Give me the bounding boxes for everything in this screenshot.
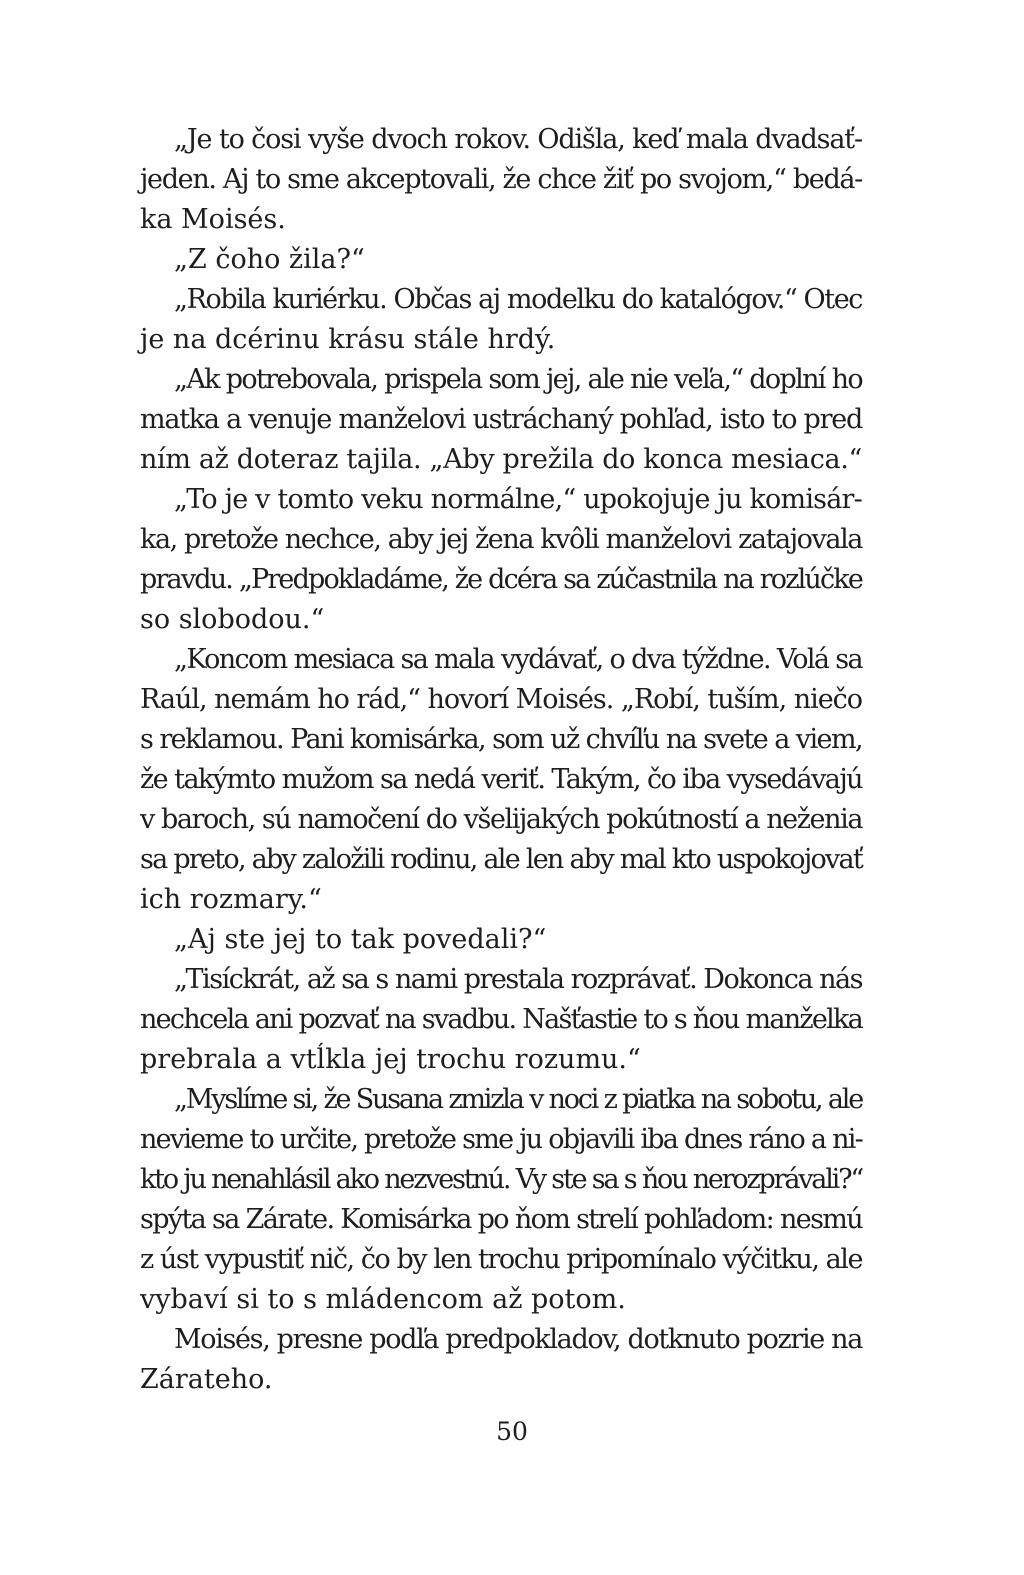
text-line: je na dcérinu krásu stále hrdý. xyxy=(140,324,556,355)
text-line: prebrala a vtĺkla jej trochu rozumu.“ xyxy=(140,1044,641,1075)
text-line: „Myslíme si, že Susana zmizla v noci z piatka na sobotu, ale xyxy=(174,1084,862,1115)
text-line: ka, pretože nechce, aby jej žena kvôli manželovi zatajovala xyxy=(140,524,862,555)
text-line: nevieme to určite, pretože sme ju objavili iba dnes ráno a ni- xyxy=(140,1124,862,1155)
text-line: Zárateho. xyxy=(140,1364,273,1395)
body-text xyxy=(140,120,862,1400)
text-line: pravdu. „Predpokladáme, že dcéra sa zúčastnila na rozlúčke xyxy=(140,564,862,595)
text-line: „Ak potrebovala, prispela som jej, ale nie veľa,“ doplní ho xyxy=(174,364,862,395)
text-line: sa preto, aby založili rodinu, ale len aby mal kto uspokojovať xyxy=(140,844,862,875)
text-line: „Robila kuriérku. Občas aj modelku do katalógov.“ Otec xyxy=(174,284,862,315)
text-line: so slobodou.“ xyxy=(140,604,325,635)
text-line: nechcela ani pozvať na svadbu. Našťastie to s ňou manželka xyxy=(140,1004,862,1035)
text-line: „Tisíckrát, až sa s nami prestala rozprávať. Dokonca nás xyxy=(174,964,862,995)
text-line: Moisés, presne podľa predpokladov, dotknuto pozrie na xyxy=(174,1324,862,1355)
text-line: spýta sa Zárate. Komisárka po ňom strelí pohľadom: nesmú xyxy=(140,1204,862,1235)
text-line: „Je to čosi vyše dvoch rokov. Odišla, keď mala dvadsať- xyxy=(174,124,862,155)
text-line: že takýmto mužom sa nedá veriť. Takým, čo iba vysedávajú xyxy=(140,764,862,795)
text-line: s reklamou. Pani komisárka, som už chvíľu na svete a viem, xyxy=(140,724,862,755)
text-line: matka a venuje manželovi ustráchaný pohľad, isto to pred xyxy=(140,404,862,435)
page-number: 50 xyxy=(496,1417,528,1446)
text-line: „Koncom mesiaca sa mala vydávať, o dva týždne. Volá sa xyxy=(174,644,862,675)
text-line: jeden. Aj to sme akceptovali, že chce žiť po svojom,“ bedá- xyxy=(140,164,862,195)
text-line: „Aj ste jej to tak povedali?“ xyxy=(174,924,547,955)
text-line: ka Moisés. xyxy=(140,204,286,235)
text-line: „To je v tomto veku normálne,“ upokojuje ju komisár- xyxy=(174,484,862,515)
text-line: kto ju nenahlásil ako nezvestnú. Vy ste sa s ňou nerozprávali?“ xyxy=(140,1164,862,1195)
text-line: v baroch, sú namočení do všelijakých pokútností a neženia xyxy=(140,804,862,835)
text-line: Raúl, nemám ho rád,“ hovorí Moisés. „Robí, tuším, niečo xyxy=(140,684,862,715)
text-line: „Z čoho žila?“ xyxy=(174,244,365,275)
text-line: ním až doteraz tajila. „Aby prežila do konca mesiaca.“ xyxy=(140,444,862,475)
text-line: ich rozmary.“ xyxy=(140,884,322,915)
text-line: vybaví si to s mládencom až potom. xyxy=(140,1284,626,1315)
text-line: z úst vypustiť nič, čo by len trochu pripomínalo výčitku, ale xyxy=(140,1244,862,1275)
